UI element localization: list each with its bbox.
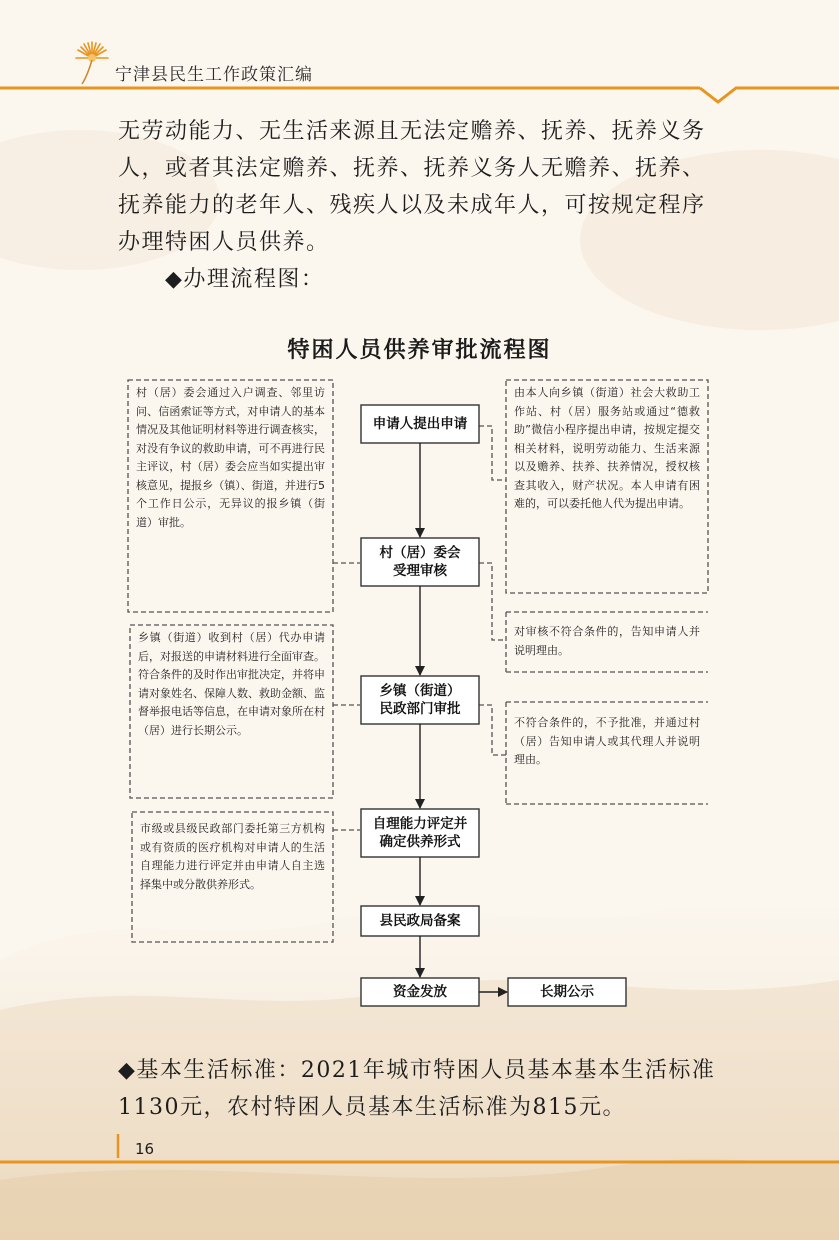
step-county-record: 县民政局备案 [379, 913, 461, 929]
step-apply: 申请人提出申请 [372, 416, 468, 432]
step-fund: 资金发放 [393, 984, 447, 1000]
flowchart-title: 特困人员供养审批流程图 [287, 338, 552, 363]
note-apply: 由本人向乡镇（街道）社会大救助工作站、村（居）服务站或通过“德救助”微信小程序提出申请，按规定提交相关材料，说明劳动能力、生活来源以及赡养、扶养、扶养情况，授权核查其收入，财产状况。本人申请有困难的，可以委托他人代为提出申请。 [514, 386, 700, 510]
note-review-reject: 对审核不符合条件的，告知申请人并说明理由。 [514, 625, 700, 657]
step-town-approve: 乡镇（街道） 民政部门审批 [379, 683, 461, 717]
note-village-review: 村（居）委会通过入户调查、邻里访问、信函索证等方式，对申请人的基本情况及其他证明材料等进行调查核实，对没有争议的救助申请，可不再进行民主评议，村（居）委会应当如实提出审核意见，提报乡（镇）、街道，并进行5个工作日公示，无异议的报乡镇（街道）审批。 [136, 386, 325, 529]
flowchart-heading: ◆办理流程图： [165, 267, 325, 292]
standard-paragraph: ◆基本生活标准：2021年城市特困人员基本基本生活标准1130元，农村特困人员基本生活标准为815元。 [118, 1058, 716, 1120]
step-publicize: 长期公示 [540, 984, 594, 1000]
note-town-approve: 乡镇（街道）收到村（居）代办申请后，对报送的申请材料进行全面审查。符合条件的及时作出审批决定，并将申请对象姓名、保障人数、救助金额、监督举报电话等信息，在申请对象所在村（居）进行长期公示。 [138, 631, 325, 737]
page-number: 16 [135, 1140, 155, 1158]
intro-paragraph: 无劳动能力、无生活来源且无法定赡养、抚养、抚养义务人，或者其法定赡养、抚养、抚养义务人无赡养、抚养、抚养能力的老年人、残疾人以及未成年人，可按规定程序办理特困人员供养。 [118, 119, 706, 255]
step-assess: 自理能力评定并 确定供养形式 [372, 816, 468, 850]
header-title: 宁津县民生工作政策汇编 [115, 65, 313, 85]
note-approve-reject: 不符合条件的，不予批准，并通过村（居）告知申请人或其代理人并说明理由。 [514, 716, 700, 766]
step-village-review: 村（居）委会 受理审核 [379, 545, 461, 579]
note-assess: 市级或县级民政部门委托第三方机构或有资质的医疗机构对申请人的生活自理能力进行评定并由申请人自主选择集中或分散供养形式。 [140, 822, 325, 891]
